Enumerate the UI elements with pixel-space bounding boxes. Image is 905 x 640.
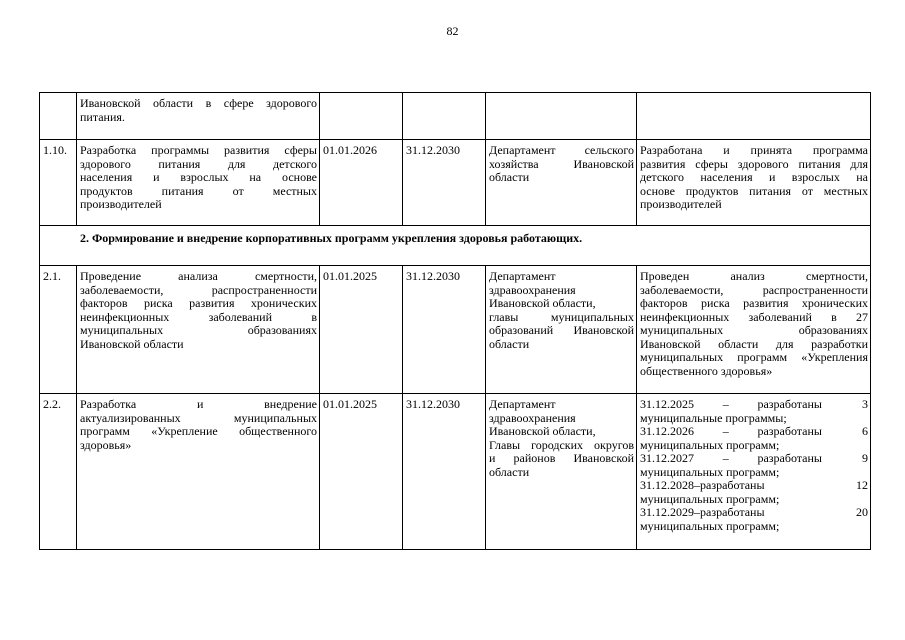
text-line: образований Ивановской	[489, 323, 634, 337]
text-line: Разработана и принята программа	[640, 143, 868, 157]
result-count: 6	[862, 424, 868, 438]
result-count: 20	[856, 505, 868, 519]
text-line: области	[489, 170, 530, 184]
text-line: Департамент	[489, 269, 556, 283]
text-line: производителей	[80, 197, 162, 211]
result-line	[640, 479, 868, 493]
text-line: муниципальных программ;	[640, 518, 780, 533]
text-line: заболеваемости, распространенности	[80, 282, 317, 297]
measure-name-cell	[77, 394, 320, 550]
text-line: муниципальных программ;	[640, 437, 780, 452]
page-number: 82	[446, 24, 459, 38]
end-date-cell: 31.12.2030	[403, 140, 486, 226]
start-date-cell: 01.01.2025	[320, 394, 403, 550]
result-line	[640, 452, 868, 466]
text-line: муниципальных программ;	[640, 491, 780, 506]
executor-cell	[486, 394, 637, 550]
executor-cell	[486, 140, 637, 226]
text-line: здравоохранения	[489, 410, 576, 425]
text-line: муниципальные программы;	[640, 410, 787, 425]
text-line: Главы городских округов	[489, 437, 634, 452]
result-cell	[637, 394, 871, 550]
text-line: неинфекционных заболеваний в 27	[640, 309, 868, 324]
text-line: здоровья»	[80, 437, 132, 452]
result-head: 31.12.2027 – разработаны	[640, 451, 822, 465]
text-line: Проведен анализ смертности,	[640, 269, 868, 283]
text-line: Департамент	[489, 397, 556, 411]
end-date-cell: 31.12.2030	[403, 266, 486, 394]
text-line: области	[489, 464, 530, 479]
text-line: факторов риска развития хронических	[80, 296, 317, 310]
start-date-cell: 01.01.2025	[320, 266, 403, 394]
text-line: производителей	[640, 197, 722, 211]
text-line: заболеваемости, распространенности	[640, 282, 868, 297]
text-line: детского населения и взрослых на	[640, 170, 868, 184]
measure-name-cell	[77, 93, 320, 140]
text-line: Департамент сельского	[489, 143, 634, 157]
text-line: Ивановской области для разработки	[640, 336, 868, 351]
text-line: населения и взрослых на основе	[80, 170, 317, 184]
text-line: хозяйства Ивановской	[489, 156, 634, 171]
text-line: неинфекционных заболеваний в	[80, 309, 317, 324]
text-line: здорового питания для детского	[80, 156, 317, 171]
measure-name-cell	[77, 140, 320, 226]
text-line: развития сферы здорового питания для	[640, 156, 868, 171]
result-line	[640, 506, 868, 520]
result-head: 31.12.2025 – разработаны	[640, 397, 822, 411]
table-row	[40, 394, 871, 550]
text-line: муниципальных программ;	[640, 464, 780, 479]
result-cell	[637, 93, 871, 140]
text-line: Разработка программы развития сферы	[80, 143, 317, 157]
text-line: программ «Укрепление общественного	[80, 424, 317, 438]
text-line: Ивановской области в сфере здорового	[80, 96, 317, 110]
table-row	[40, 266, 871, 394]
result-count: 9	[862, 451, 868, 465]
text-line: продуктов питания от местных	[80, 183, 317, 198]
result-count: 3	[862, 397, 868, 411]
text-line: факторов риска развития хронических	[640, 296, 868, 310]
row-number-cell: 2.2.	[40, 394, 77, 550]
text-line: здравоохранения	[489, 282, 576, 297]
text-line: муниципальных образованиях	[80, 323, 317, 337]
row-number-cell: 2.1.	[40, 266, 77, 394]
text-line: главы муниципальных	[489, 309, 634, 324]
text-line: и районов Ивановской	[489, 451, 634, 465]
result-head: 31.12.2029–разработаны	[640, 505, 765, 519]
table-row	[40, 140, 871, 226]
text-line: питания.	[80, 109, 125, 124]
end-date-cell: 31.12.2030	[403, 394, 486, 550]
text-line: актуализированных муниципальных	[80, 410, 317, 425]
row-number-cell	[40, 93, 77, 140]
result-count: 12	[856, 478, 868, 492]
section-title: 2. Формирование и внедрение корпоративных программ укрепления здоровья работающих.	[40, 226, 871, 266]
text-line: основе продуктов питания от местных	[640, 183, 868, 198]
result-cell	[637, 140, 871, 226]
result-cell	[637, 266, 871, 394]
result-head: 31.12.2028–разработаны	[640, 478, 765, 492]
result-head: 31.12.2026 – разработаны	[640, 424, 822, 438]
executor-cell	[486, 93, 637, 140]
executor-cell	[486, 266, 637, 394]
end-date-cell	[403, 93, 486, 140]
text-line: Ивановской области	[80, 336, 184, 351]
text-line: Разработка и внедрение	[80, 397, 317, 411]
result-line	[640, 398, 868, 412]
text-line: Ивановской области,	[489, 424, 596, 438]
result-line	[640, 425, 868, 439]
start-date-cell: 01.01.2026	[320, 140, 403, 226]
section-header-row	[40, 226, 871, 266]
measures-table	[39, 92, 871, 550]
row-number-cell: 1.10.	[40, 140, 77, 226]
text-line: Проведение анализа смертности,	[80, 269, 317, 283]
measure-name-cell	[77, 266, 320, 394]
text-line: общественного здоровья»	[640, 363, 773, 378]
text-line: муниципальных образованиях	[640, 323, 868, 337]
text-line: области	[489, 336, 530, 351]
start-date-cell	[320, 93, 403, 140]
table-row	[40, 93, 871, 140]
text-line: муниципальных программ «Укрепления	[640, 350, 868, 364]
text-line: Ивановской области,	[489, 296, 596, 310]
